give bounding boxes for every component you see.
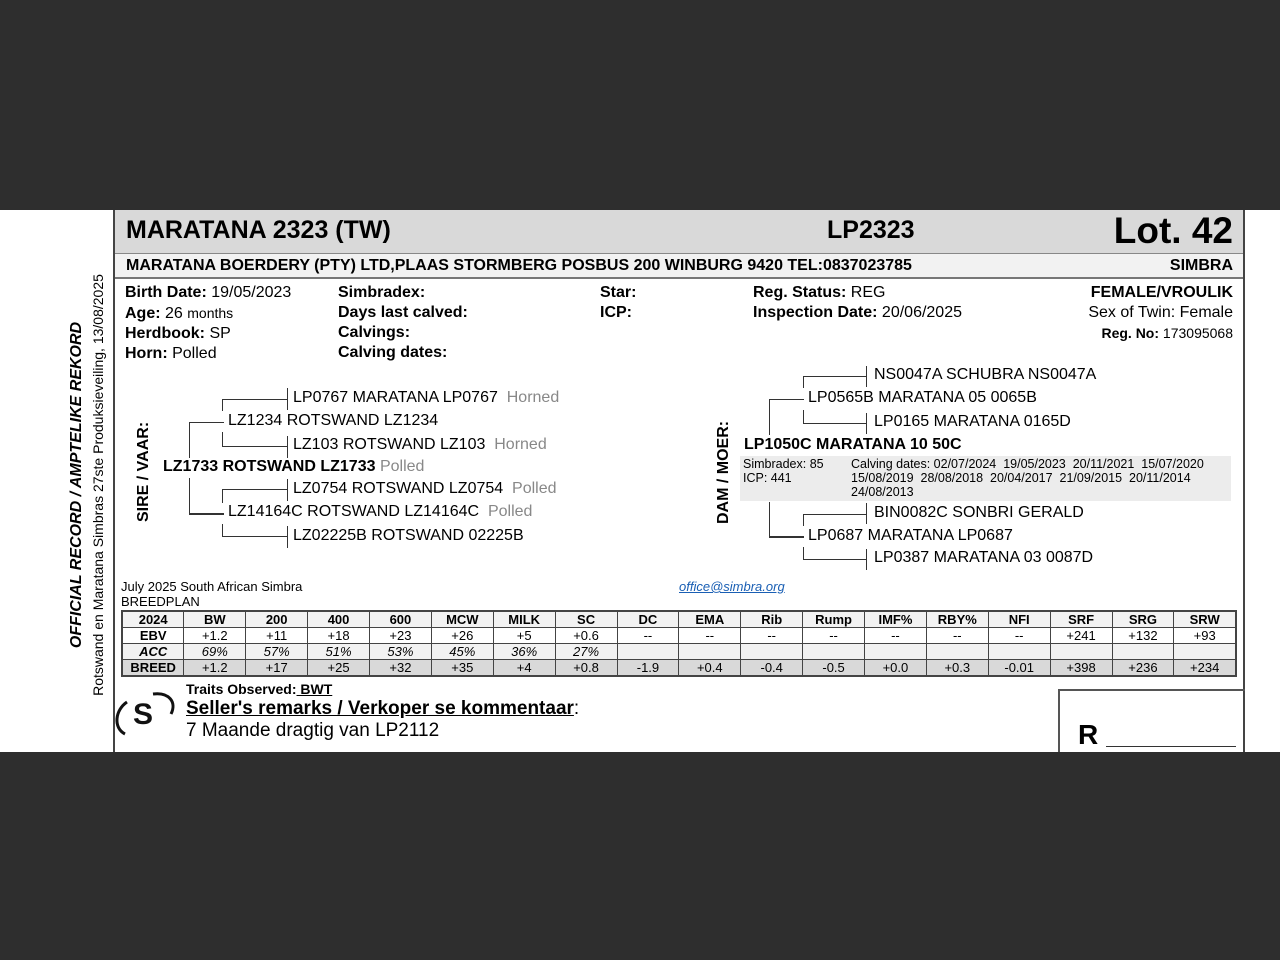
simbradex-label: Simbradex: bbox=[338, 284, 426, 301]
lot-number: Lot. 42 bbox=[1113, 210, 1233, 251]
sire-connector bbox=[287, 479, 288, 501]
ebv-cell: 27% bbox=[555, 644, 617, 660]
ebv-cell: +32 bbox=[370, 660, 432, 677]
dam-details-box bbox=[740, 456, 1231, 501]
sire-label: SIRE / VAAR: bbox=[135, 421, 152, 522]
seller-remarks-text: 7 Maande dragtig van LP2112 bbox=[186, 720, 440, 741]
dam-connector bbox=[769, 399, 770, 435]
breedplan-title: July 2025 South African Simbra BREEDPLAN bbox=[121, 579, 303, 609]
ebv-column-header: NFI bbox=[988, 611, 1050, 628]
ebv-cell: +0.3 bbox=[926, 660, 988, 677]
ebv-row-label: BREED bbox=[122, 660, 184, 677]
ebv-cell: +4 bbox=[493, 660, 555, 677]
dam-dam: LP0687 MARATANA LP0687 bbox=[808, 527, 1013, 544]
star-label: Star: bbox=[600, 284, 637, 301]
info-col-2 bbox=[338, 283, 468, 363]
sex-of-twin: Sex of Twin: Female bbox=[1088, 304, 1233, 321]
dam-calving-dates-1: Calving dates: 02/07/2024 19/05/2023 20/11/2021 15/07/2020 bbox=[851, 457, 1204, 471]
seller-remarks-heading: Seller's remarks / Verkoper se kommentaar: bbox=[186, 698, 580, 719]
official-record-label: OFFICIAL RECORD / AMPTELIKE REKORD bbox=[68, 321, 85, 649]
auction-caption: Rotswand en Maratana Simbras 27ste Produksieveiling, 13/08/2025 bbox=[90, 274, 106, 696]
sire-dam-dam: LZ02225B ROTSWAND 02225B bbox=[293, 527, 524, 544]
ebv-cell: +132 bbox=[1112, 628, 1174, 644]
ebv-column-header: SC bbox=[555, 611, 617, 628]
sire-connector bbox=[222, 446, 288, 447]
dam-connector bbox=[803, 376, 804, 388]
ebv-column-header: Rib bbox=[741, 611, 803, 628]
ebv-table bbox=[121, 610, 1237, 677]
ebv-cell: -1.9 bbox=[617, 660, 679, 677]
sire-sire-sire: LP0767 MARATANA LP0767 Horned bbox=[293, 389, 560, 406]
ebv-cell: 36% bbox=[493, 644, 555, 660]
birth-date: Birth Date: 19/05/2023 bbox=[125, 284, 292, 301]
dam-connector bbox=[803, 514, 804, 526]
sire-connector bbox=[189, 513, 224, 515]
sire-connector bbox=[189, 422, 190, 458]
ebv-row-breed bbox=[122, 660, 1236, 677]
svg-text:S: S bbox=[132, 698, 154, 731]
ebv-cell: +0.0 bbox=[865, 660, 927, 677]
dam-connector bbox=[866, 549, 867, 570]
dam-connector bbox=[866, 503, 867, 524]
dam-calving-dates-2: 15/08/2019 28/08/2018 20/04/2017 21/09/2015 20/11/2014 bbox=[851, 471, 1191, 485]
dam-dam-sire: BIN0082C SONBRI GERALD bbox=[874, 504, 1084, 521]
sire-connector bbox=[222, 432, 223, 446]
ebv-cell: -- bbox=[679, 628, 741, 644]
animal-code: LP2323 bbox=[827, 216, 915, 244]
ebv-cell: +11 bbox=[246, 628, 308, 644]
ebv-year-header: 2024 bbox=[122, 611, 184, 628]
ebv-cell: +35 bbox=[431, 660, 493, 677]
dam-icp: ICP: 441 bbox=[743, 471, 792, 485]
sire-name: LZ1733 ROTSWAND LZ1733 Polled bbox=[163, 458, 425, 475]
dam-connector bbox=[769, 536, 804, 538]
ebv-column-header: BW bbox=[184, 611, 246, 628]
ebv-column-header: EMA bbox=[679, 611, 741, 628]
ebv-cell: -0.4 bbox=[741, 660, 803, 677]
ebv-cell: -- bbox=[988, 628, 1050, 644]
dam-label: DAM / MOER: bbox=[715, 420, 732, 524]
dam-connector bbox=[803, 559, 867, 560]
price-currency: R bbox=[1078, 719, 1099, 750]
ebv-cell bbox=[803, 644, 865, 660]
dam-calving-dates-3: 24/08/2013 bbox=[851, 485, 914, 499]
dam-simbradex: Simbradex: 85 bbox=[743, 457, 824, 471]
ebv-cell bbox=[617, 644, 679, 660]
info-col-1 bbox=[125, 283, 291, 364]
days-last-calved-label: Days last calved: bbox=[338, 304, 468, 321]
age: Age: 26 months bbox=[125, 305, 234, 322]
ebv-column-header: SRG bbox=[1112, 611, 1174, 628]
sire-connector bbox=[287, 388, 288, 410]
sire-dam-sire: LZ0754 ROTSWAND LZ0754 Polled bbox=[293, 480, 557, 497]
dam-dam-dam: LP0387 MARATANA 03 0087D bbox=[874, 549, 1094, 566]
ebv-column-header: DC bbox=[617, 611, 679, 628]
ebv-column-header: SRW bbox=[1174, 611, 1236, 628]
sire-connector bbox=[222, 489, 288, 490]
ebv-cell: -- bbox=[617, 628, 679, 644]
ebv-cell: +241 bbox=[1050, 628, 1112, 644]
ebv-column-header: Rump bbox=[803, 611, 865, 628]
ebv-cell: 53% bbox=[370, 644, 432, 660]
ebv-cell: +93 bbox=[1174, 628, 1236, 644]
sire-connector bbox=[222, 399, 288, 400]
dam-connector bbox=[803, 376, 867, 377]
ebv-row-acc bbox=[122, 644, 1236, 660]
ebv-row-label: ACC bbox=[122, 644, 184, 660]
ebv-column-header: 200 bbox=[246, 611, 308, 628]
ebv-cell: +1.2 bbox=[184, 628, 246, 644]
ebv-cell bbox=[926, 644, 988, 660]
ebv-cell: -- bbox=[865, 628, 927, 644]
ebv-cell: -0.01 bbox=[988, 660, 1050, 677]
ebv-cell: +25 bbox=[308, 660, 370, 677]
dam-connector bbox=[866, 413, 867, 434]
ebv-cell: +398 bbox=[1050, 660, 1112, 677]
ebv-cell: +0.6 bbox=[555, 628, 617, 644]
ebv-cell: 57% bbox=[246, 644, 308, 660]
ebv-column-header: 600 bbox=[370, 611, 432, 628]
ebv-cell bbox=[1050, 644, 1112, 660]
horn: Horn: Polled bbox=[125, 345, 217, 362]
card-header bbox=[115, 210, 1243, 254]
ebv-cell: +18 bbox=[308, 628, 370, 644]
ebv-cell: -- bbox=[741, 628, 803, 644]
ebv-row-label: EBV bbox=[122, 628, 184, 644]
ebv-cell: -- bbox=[926, 628, 988, 644]
ebv-cell: +26 bbox=[431, 628, 493, 644]
ebv-cell: 45% bbox=[431, 644, 493, 660]
ebv-row-ebv bbox=[122, 628, 1236, 644]
side-caption bbox=[62, 250, 112, 720]
ebv-cell: +0.4 bbox=[679, 660, 741, 677]
icp-label: ICP: bbox=[600, 304, 632, 321]
sire-connector bbox=[287, 436, 288, 458]
email-link[interactable]: office@simbra.org bbox=[679, 579, 785, 594]
ebv-cell: +23 bbox=[370, 628, 432, 644]
calving-dates-label: Calving dates: bbox=[338, 344, 448, 361]
ebv-column-header: SRF bbox=[1050, 611, 1112, 628]
dam-connector bbox=[803, 410, 804, 423]
ebv-cell bbox=[679, 644, 741, 660]
sex-label: FEMALE/VROULIK bbox=[1090, 284, 1233, 301]
price-box bbox=[1058, 689, 1245, 752]
inspection-date: Inspection Date: 20/06/2025 bbox=[753, 304, 962, 321]
info-col-4 bbox=[753, 283, 962, 323]
dam-connector bbox=[803, 423, 867, 424]
sire-connector bbox=[287, 526, 288, 548]
ebv-cell bbox=[988, 644, 1050, 660]
reg-status: Reg. Status: REG bbox=[753, 284, 886, 301]
owner-details: MARATANA BOERDERY (PTY) LTD,PLAAS STORMBERG POSBUS 200 WINBURG 9420 TEL:0837023785 bbox=[126, 257, 912, 274]
info-col-5 bbox=[1088, 283, 1233, 343]
ebv-cell: -- bbox=[803, 628, 865, 644]
ebv-column-header: RBY% bbox=[926, 611, 988, 628]
ebv-cell: +5 bbox=[493, 628, 555, 644]
ebv-cell: +17 bbox=[246, 660, 308, 677]
dam-connector bbox=[803, 514, 867, 515]
ebv-cell: +0.8 bbox=[555, 660, 617, 677]
breed-label: SIMBRA bbox=[1169, 257, 1233, 274]
ebv-column-header: IMF% bbox=[865, 611, 927, 628]
ebv-cell: +234 bbox=[1174, 660, 1236, 677]
ebv-column-header: 400 bbox=[308, 611, 370, 628]
calvings-label: Calvings: bbox=[338, 324, 411, 341]
ebv-cell bbox=[741, 644, 803, 660]
ebv-column-header: MILK bbox=[493, 611, 555, 628]
ebv-cell: 69% bbox=[184, 644, 246, 660]
sire-connector bbox=[189, 478, 190, 514]
dam-sire: LP0565B MARATANA 05 0065B bbox=[808, 389, 1037, 406]
herdbook: Herdbook: SP bbox=[125, 325, 231, 342]
ebv-header-row bbox=[122, 611, 1236, 628]
ebv-column-header: MCW bbox=[431, 611, 493, 628]
price-input-line[interactable] bbox=[1106, 746, 1236, 747]
ebv-cell bbox=[1112, 644, 1174, 660]
simbra-logo-icon bbox=[113, 686, 177, 742]
traits-observed: Traits Observed: BWT bbox=[186, 681, 333, 697]
dam-connector bbox=[769, 502, 770, 537]
animal-name: MARATANA 2323 (TW) bbox=[126, 216, 391, 244]
sire-connector bbox=[222, 536, 288, 537]
reg-no: Reg. No: 173095068 bbox=[1101, 325, 1233, 341]
dam-sire-sire: NS0047A SCHUBRA NS0047A bbox=[874, 366, 1097, 383]
dam-sire-dam: LP0165 MARATANA 0165D bbox=[874, 413, 1071, 430]
dam-connector bbox=[769, 399, 804, 400]
ebv-cell bbox=[865, 644, 927, 660]
ebv-cell: +1.2 bbox=[184, 660, 246, 677]
owner-bar bbox=[115, 254, 1243, 279]
sire-sire: LZ1234 ROTSWAND LZ1234 bbox=[228, 412, 439, 429]
sire-connector bbox=[189, 422, 224, 423]
dam-connector bbox=[866, 366, 867, 387]
sire-dam: LZ14164C ROTSWAND LZ14164C Polled bbox=[228, 503, 533, 520]
ebv-cell: 51% bbox=[308, 644, 370, 660]
sire-connector bbox=[222, 399, 223, 411]
sire-connector bbox=[222, 489, 223, 503]
ebv-cell: -0.5 bbox=[803, 660, 865, 677]
sire-sire-dam: LZ103 ROTSWAND LZ103 Horned bbox=[293, 436, 547, 453]
info-col-3 bbox=[600, 283, 636, 323]
ebv-cell bbox=[1174, 644, 1236, 660]
dam-name: LP1050C MARATANA 10 50C bbox=[744, 436, 962, 453]
ebv-cell: +236 bbox=[1112, 660, 1174, 677]
